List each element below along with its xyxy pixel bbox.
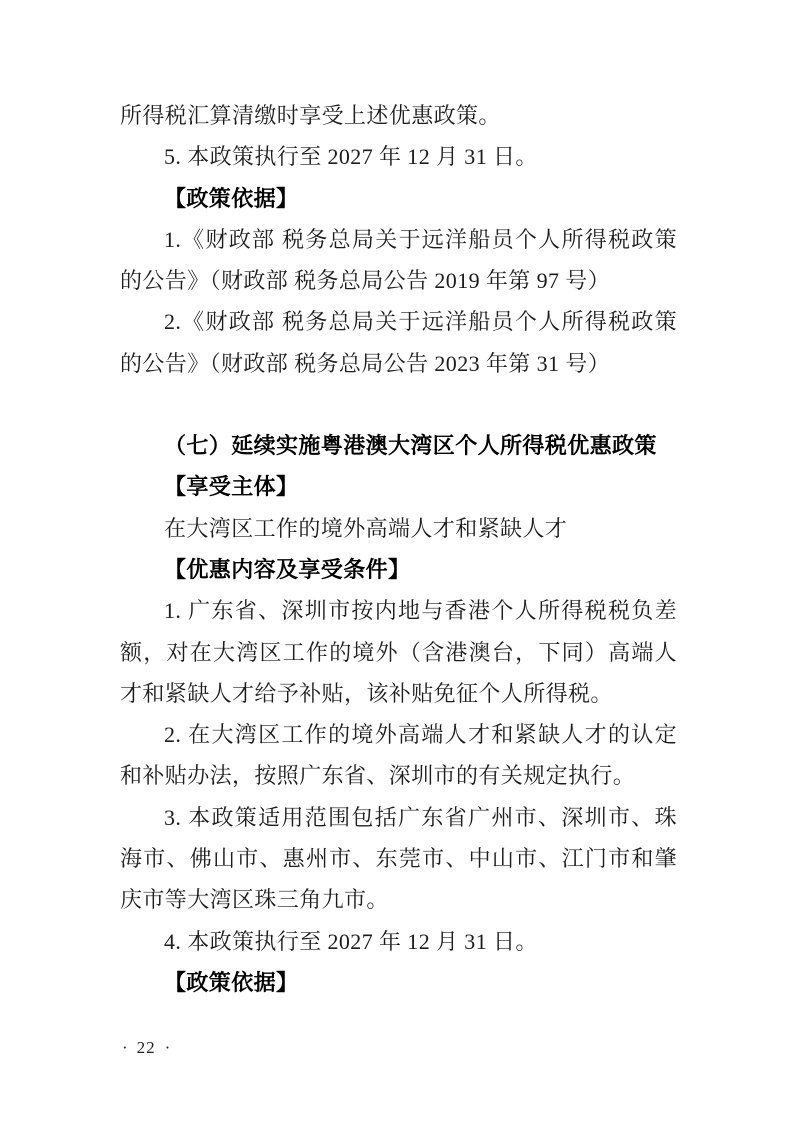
page-content	[120, 95, 677, 1003]
page-footer	[122, 1038, 170, 1058]
policy-basis-item-1: 1.《财政部 税务总局关于远洋船员个人所得税政策的公告》（财政部 税务总局公告 2019 年第 97 号）	[120, 226, 677, 294]
benefit-item-4: 4. 本政策执行至 2027 年 12 月 31 日。	[164, 928, 538, 954]
section-7-title: （七）延续实施粤港澳大湾区个人所得税优惠政策	[164, 433, 657, 459]
policy-basis-header-2: 【政策依据】	[164, 969, 299, 995]
continued-paragraph: 所得税汇算清缴时享受上述优惠政策。	[120, 103, 501, 128]
page-number: 22	[136, 1038, 156, 1057]
benefit-item-3: 3. 本政策适用范围包括广东省广州市、深圳市、珠海市、佛山市、惠州市、东莞市、中山市、江门市和肇庆市等大湾区珠三角九市。	[120, 804, 677, 913]
footer-right-dot: ·	[164, 1038, 171, 1057]
policy-basis-header: 【政策依据】	[164, 185, 299, 211]
footer-left-dot: ·	[122, 1038, 128, 1057]
beneficiary-header: 【享受主体】	[164, 474, 299, 500]
benefit-item-2: 2. 在大湾区工作的境外高端人才和紧缺人才的认定和补贴办法，按照广东省、深圳市的有关规定执行。	[120, 722, 677, 789]
policy-basis-item-2: 2.《财政部 税务总局关于远洋船员个人所得税政策的公告》（财政部 税务总局公告 2023 年第 31 号）	[120, 309, 677, 376]
beneficiary-paragraph: 在大湾区工作的境外高端人才和紧缺人才	[164, 515, 568, 541]
benefit-item-1: 1. 广东省、深圳市按内地与香港个人所得税税负差额，对在大湾区工作的境外（含港澳台，下同）高端人才和紧缺人才给予补贴，该补贴免征个人所得税。	[120, 598, 677, 706]
policy-deadline-paragraph: 5. 本政策执行至 2027 年 12 月 31 日。	[164, 144, 538, 170]
benefit-conditions-header: 【优惠内容及享受条件】	[164, 556, 411, 582]
